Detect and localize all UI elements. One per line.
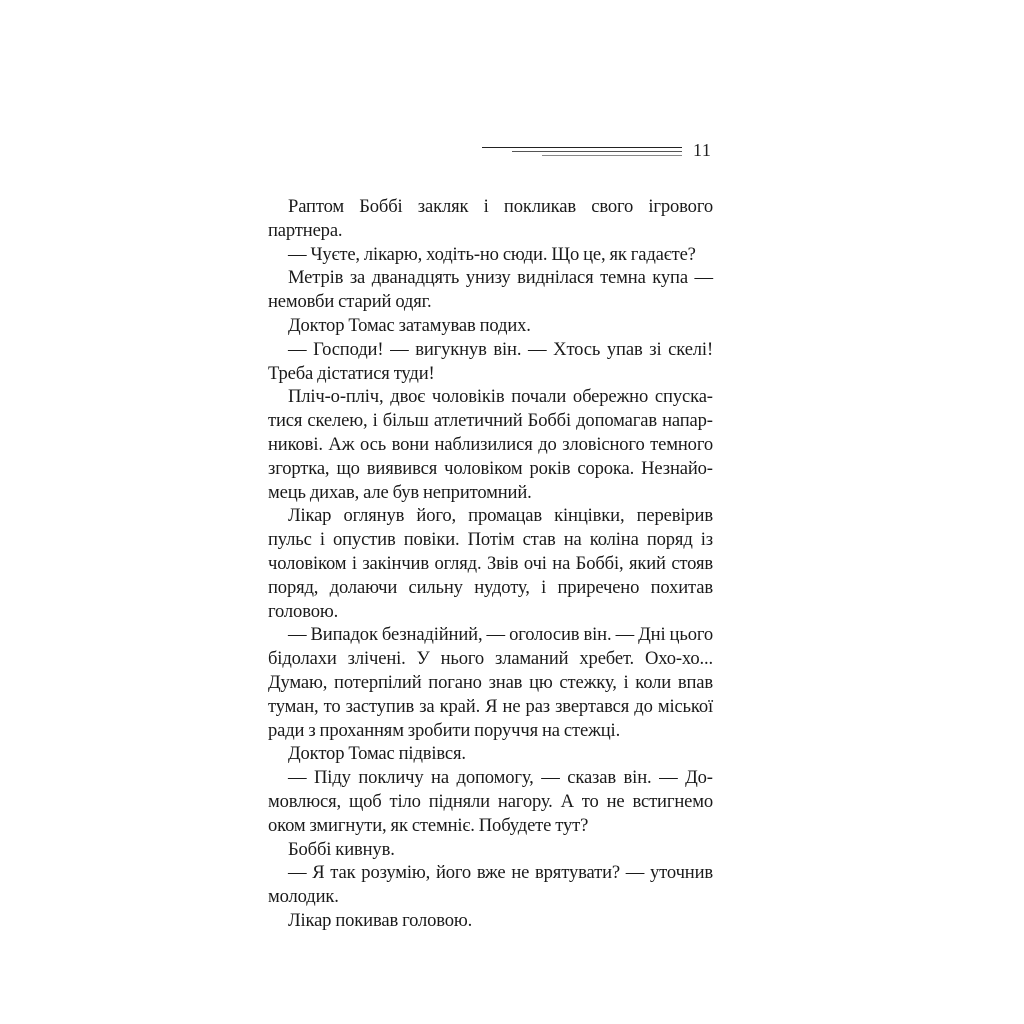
paragraph: Лікар оглянув його, промацав кінцівки, перевірив пульс і опустив повіки. Потім став на коліна поряд із чоловіком і закінчив огляд. Звів очі на Боббі, який стояв поряд, долаючи сильну нудоту, і приречено похитав головою. <box>268 505 713 622</box>
paragraph: Метрів за дванадцять унизу виднілася темна купа — немовби старий одяг. <box>268 267 713 313</box>
paragraph: — Я так розумію, його вже не врятувати? — уточнив молодик. <box>268 862 713 908</box>
header-rule <box>542 155 682 156</box>
paragraph: Боббі кивнув. <box>288 838 395 860</box>
paragraph: — Чуєте, лікарю, ходіть-но сюди. Що це, як гадаєте? <box>288 243 696 265</box>
running-header <box>480 138 720 164</box>
paragraph: Доктор Томас підвівся. <box>288 743 466 765</box>
header-rule <box>482 147 682 148</box>
paragraph: Лікар покивав головою. <box>288 909 473 931</box>
body-text <box>268 195 713 933</box>
paragraph: Раптом Боббі закляк і покликав свого ігрового партнера. <box>268 196 713 241</box>
header-rule <box>512 151 682 152</box>
page-number: 11 <box>693 140 712 160</box>
paragraph: — Випадок безнадійний, — оголосив він. — Дні цього бідолахи злічені. У нього зламаний хребет. Охо-хо... Думаю, потерпілий погано знав цю стежку, і коли впав туман, то заступив за край. Я не раз звертався до міської ради з проханням зробити поруччя на стежці. <box>268 624 713 741</box>
paragraph: — Піду покличу на допомогу, — сказав він. — Домовлюся, щоб тіло підняли нагору. А то не встигнемо оком змигнути, як стемніє. Побудете тут? <box>268 767 713 836</box>
paragraph: Пліч-о-пліч, двоє чоловіків почали обережно спускатися скелею, і більш атлетичний Боббі допомагав напарникові. Аж ось вони наблизилися до зловісного темного згортка, що виявився чоловіком років сорока. Незнайомець дихав, але був непритомний. <box>268 386 713 503</box>
paragraph: — Господи! — вигукнув він. — Хтось упав зі скелі! Треба дістатися туди! <box>268 338 713 384</box>
paragraph: Доктор Томас затамував подих. <box>288 314 531 336</box>
